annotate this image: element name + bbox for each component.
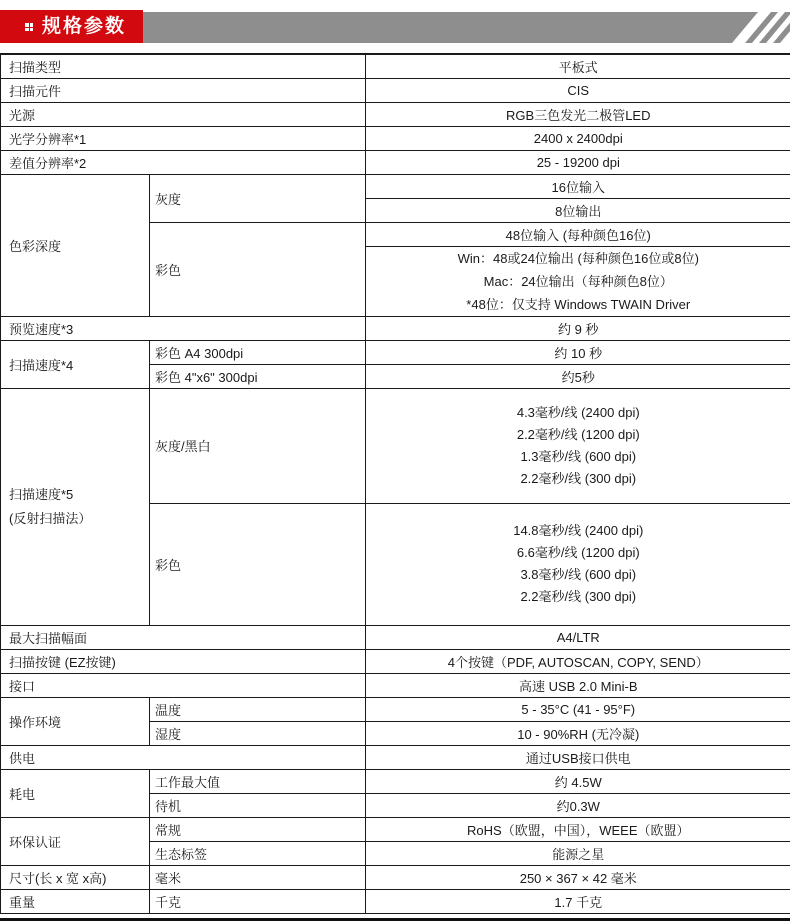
row-cert-general [1, 817, 790, 841]
spec-sublabel: 彩色 4"x6" 300dpi [150, 364, 366, 388]
page-title: 规格参数 [42, 16, 127, 37]
row-color-depth-gray-input [1, 174, 790, 198]
row-preview-speed [1, 316, 790, 340]
spec-value: 约0.3W [366, 793, 790, 817]
header-gray-bar [100, 12, 758, 43]
spec-label: 预览速度*3 [1, 316, 366, 340]
spec-label: 色彩深度 [1, 174, 150, 316]
row-power-supply [1, 745, 790, 769]
spec-value: Win：48或24位输出 (每种颜色16位或8位) Mac：24位输出（每种颜色8位） *48位：仅支持 Windows TWAIN Driver [366, 246, 790, 316]
spec-value: 5 - 35°C (41 - 95°F) [366, 697, 790, 721]
spec-value: 通过USB接口供电 [366, 745, 790, 769]
spec-value: 能源之星 [366, 841, 790, 865]
spec-value: 14.8毫秒/线 (2400 dpi) 6.6毫秒/线 (1200 dpi) 3.8毫秒/线 (600 dpi) 2.2毫秒/线 (300 dpi) [366, 503, 790, 625]
spec-label: 尺寸(长 x 宽 x高) [1, 865, 150, 889]
row-interface [1, 673, 790, 697]
row-weight [1, 889, 790, 913]
spec-value: 约5秒 [366, 364, 790, 388]
row-scan-type [1, 54, 790, 78]
row-temperature [1, 697, 790, 721]
spec-label: 重量 [1, 889, 150, 913]
spec-label: 扫描速度*5 (反射扫描法） [1, 388, 150, 625]
spec-label: 扫描速度*4 [1, 340, 150, 388]
spec-value: 1.7 千克 [366, 889, 790, 913]
spec-value: 48位输入 (每种颜色16位) [366, 222, 790, 246]
spec-value: 4.3毫秒/线 (2400 dpi) 2.2毫秒/线 (1200 dpi) 1.3毫秒/线 (600 dpi) 2.2毫秒/线 (300 dpi) [366, 388, 790, 503]
spec-label: 接口 [1, 673, 366, 697]
spec-table [0, 53, 790, 914]
spec-label: 光学分辨率*1 [1, 126, 366, 150]
bottom-divider [0, 918, 790, 921]
row-scan-speed-reflective-gray [1, 388, 790, 503]
spec-value: 10 - 90%RH (无冷凝) [366, 721, 790, 745]
spec-value: 2400 x 2400dpi [366, 126, 790, 150]
spec-sublabel: 待机 [150, 793, 366, 817]
spec-label: 最大扫描幅面 [1, 625, 366, 649]
spec-value: CIS [366, 78, 790, 102]
spec-sublabel: 彩色 A4 300dpi [150, 340, 366, 364]
spec-sublabel: 工作最大值 [150, 769, 366, 793]
row-scan-element [1, 78, 790, 102]
spec-label: 环保认证 [1, 817, 150, 865]
spec-label: 供电 [1, 745, 366, 769]
grid-icon [25, 23, 33, 31]
header-title-box [0, 10, 143, 43]
spec-value: 平板式 [366, 54, 790, 78]
row-scan-speed-a4 [1, 340, 790, 364]
spec-label: 扫描元件 [1, 78, 366, 102]
spec-value: 25 - 19200 dpi [366, 150, 790, 174]
spec-value: 约 9 秒 [366, 316, 790, 340]
spec-value: 8位输出 [366, 198, 790, 222]
row-dimensions [1, 865, 790, 889]
spec-label: 光源 [1, 102, 366, 126]
spec-value: RoHS（欧盟，中国），WEEE（欧盟） [366, 817, 790, 841]
row-interpolated-resolution [1, 150, 790, 174]
spec-sublabel: 灰度/黑白 [150, 388, 366, 503]
spec-value: 4个按键（PDF, AUTOSCAN, COPY, SEND） [366, 649, 790, 673]
spec-value: 高速 USB 2.0 Mini-B [366, 673, 790, 697]
row-max-scan-area [1, 625, 790, 649]
spec-sublabel: 常规 [150, 817, 366, 841]
spec-sublabel: 温度 [150, 697, 366, 721]
spec-value: 250 × 367 × 42 毫米 [366, 865, 790, 889]
spec-value: 16位输入 [366, 174, 790, 198]
spec-sublabel: 毫米 [150, 865, 366, 889]
row-optical-resolution [1, 126, 790, 150]
spec-label: 扫描按键 (EZ按键) [1, 649, 366, 673]
spec-sublabel: 千克 [150, 889, 366, 913]
spec-value: RGB三色发光二极管LED [366, 102, 790, 126]
spec-label: 扫描类型 [1, 54, 366, 78]
spec-sublabel: 湿度 [150, 721, 366, 745]
row-light-source [1, 102, 790, 126]
spec-sublabel: 彩色 [150, 503, 366, 625]
spec-label: 耗电 [1, 769, 150, 817]
spec-sublabel: 灰度 [150, 174, 366, 222]
spec-label: 差值分辨率*2 [1, 150, 366, 174]
spec-sublabel: 彩色 [150, 222, 366, 316]
spec-sublabel: 生态标签 [150, 841, 366, 865]
spec-label: 操作环境 [1, 697, 150, 745]
spec-value: 约 4.5W [366, 769, 790, 793]
row-power-working [1, 769, 790, 793]
spec-value: 约 10 秒 [366, 340, 790, 364]
row-scan-buttons [1, 649, 790, 673]
spec-value: A4/LTR [366, 625, 790, 649]
section-header [0, 0, 790, 55]
